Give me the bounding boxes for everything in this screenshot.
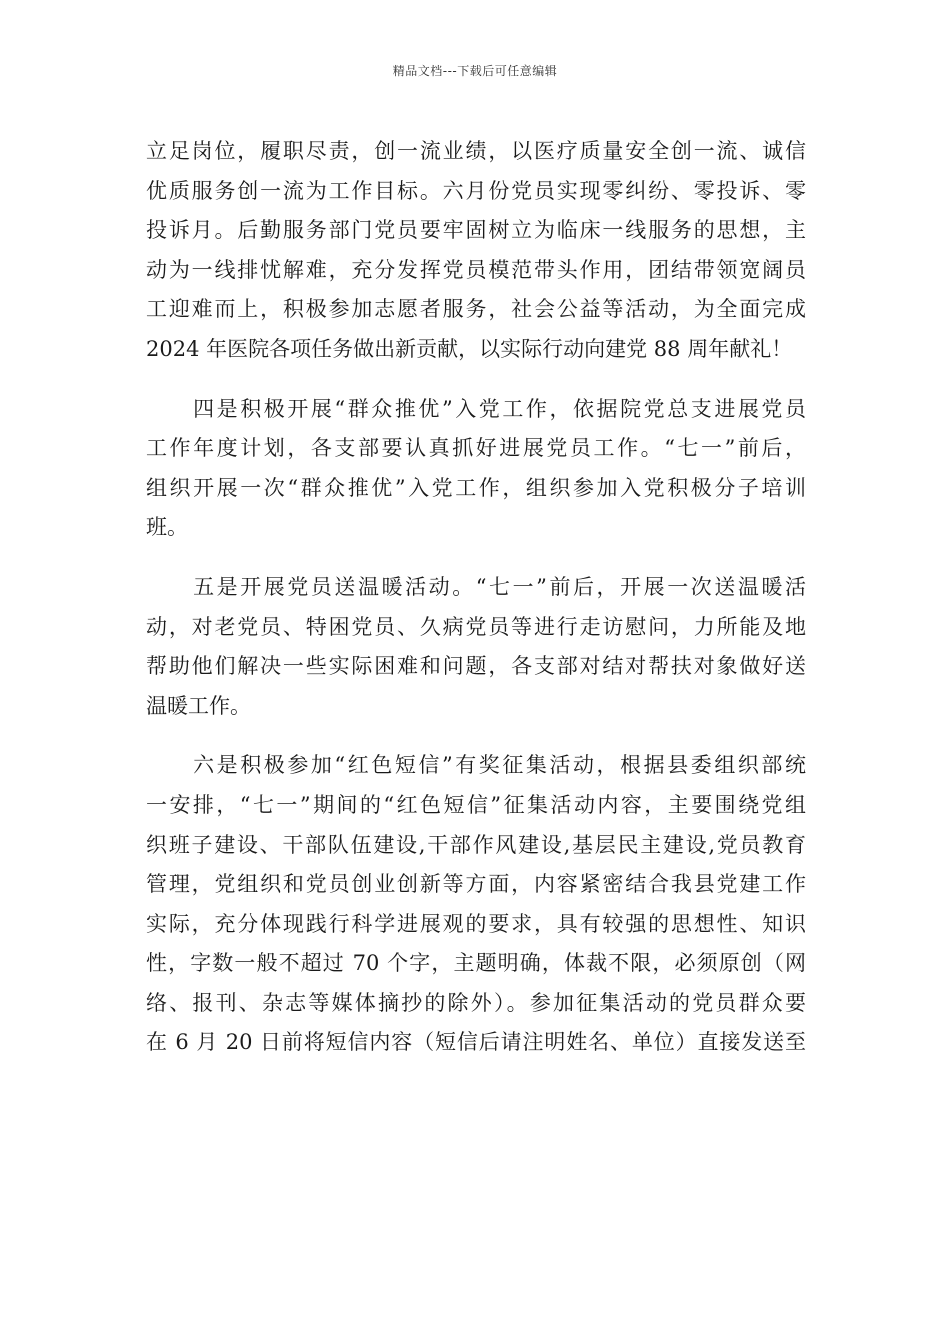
text-line: 动为一线排忧解难，充分发挥党员模范带头作用，团结带领宽阔员 [146,257,806,282]
text-line: 投诉月。后勤服务部门党员要牢固树立为临床一线服务的思想，主 [146,218,806,243]
paragraph-2 [146,390,806,548]
document-body [146,132,806,1063]
text-line: 五是开展党员送温暖活动。“七一”前后，开展一次送温暖活 [146,574,806,599]
text-line: 四是积极开展“群众推优”入党工作，依据院党总支进展党员 [146,396,806,421]
text-line: 立足岗位，履职尽责，创一流业绩，以医疗质量安全创一流、诚信 [146,139,806,163]
paragraph-4 [146,746,806,1063]
text-line: 织班子建设、干部队伍建设,干部作风建设,基层民主建设,党员教育 [146,832,806,857]
text-line: 班。 [146,515,188,540]
text-line: 优质服务创一流为工作目标。六月份党员实现零纠纷、零投诉、零 [146,178,806,203]
text-line: 实际，充分体现践行科学进展观的要求，具有较强的思想性、知识 [146,911,806,936]
text-line: 温暖工作。 [146,693,251,718]
text-line: 性，字数一般不超过 70 个字，主题明确，体裁不限，必须原创（网 [146,951,806,976]
text-line: 管理，党组织和党员创业创新等方面，内容紧密结合我县党建工作 [146,872,806,897]
text-line: 工作年度计划，各支部要认真抓好进展党员工作。“七一”前后， [146,436,806,461]
paragraph-3 [146,568,806,726]
text-line: 六是积极参加“红色短信”有奖征集活动，根据县委组织部统 [146,753,806,778]
page-header: 精品文档---下载后可任意编辑 [392,64,558,78]
text-line: 工迎难而上，积极参加志愿者服务，社会公益等活动，为全面完成 [146,297,806,322]
text-line: 一安排，“七一”期间的“红色短信”征集活动内容，主要围绕党组 [146,792,806,817]
text-line: 2024 年医院各项任务做出新贡献，以实际行动向建党 88 周年献礼！ [146,336,793,361]
text-line: 组织开展一次“群众推优”入党工作，组织参加入党积极分子培训 [146,475,806,500]
text-line: 帮助他们解决一些实际困难和问题，各支部对结对帮扶对象做好送 [146,654,806,679]
paragraph-1 [146,132,806,370]
text-line: 在 6 月 20 日前将短信内容（短信后请注明姓名、单位）直接发送至 [146,1030,806,1055]
text-line: 络、报刊、杂志等媒体摘抄的除外）。参加征集活动的党员群众要 [146,990,806,1015]
text-line: 动，对老党员、特困党员、久病党员等进行走访慰问，力所能及地 [146,614,806,639]
